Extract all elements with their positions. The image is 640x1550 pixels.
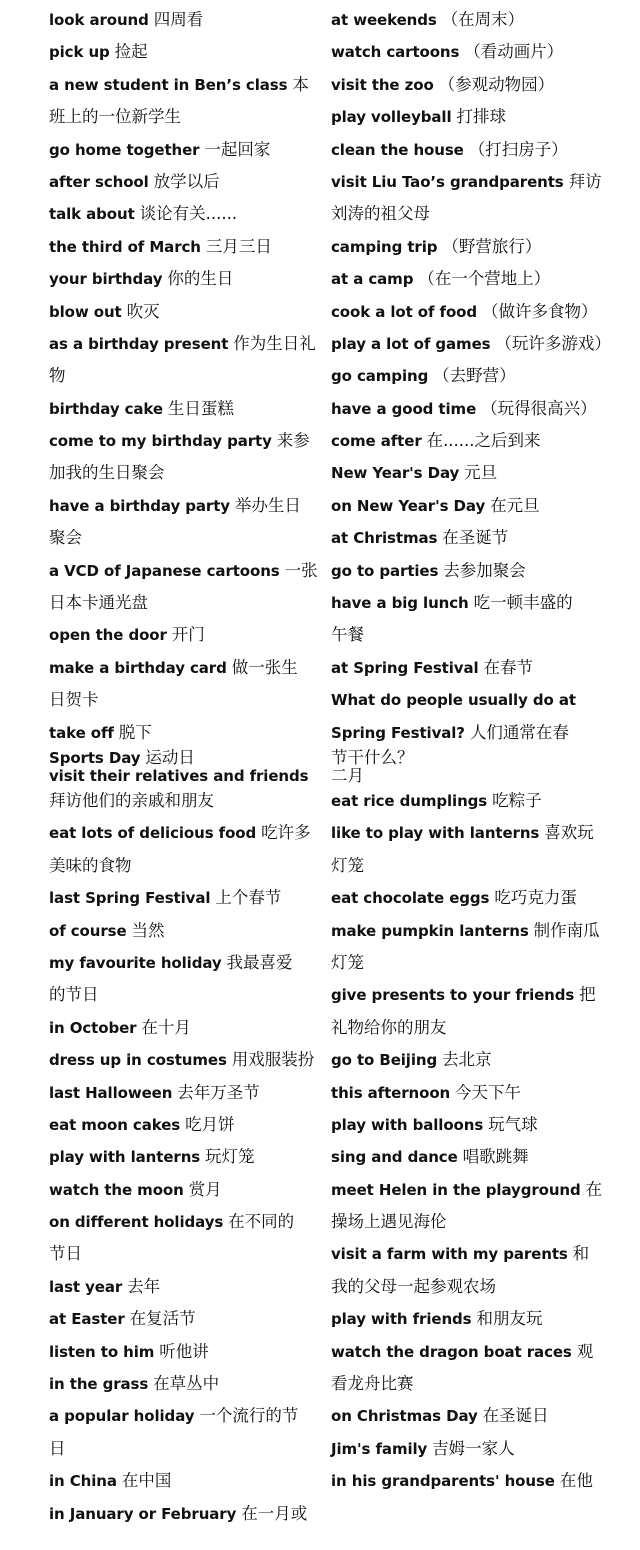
chinese-translation: 物 xyxy=(49,366,66,386)
vocab-line xyxy=(331,749,621,767)
chinese-translation: 在春节 xyxy=(483,657,533,677)
english-phrase: play a lot of games xyxy=(331,334,491,353)
vocab-line xyxy=(331,69,621,101)
vocab-line xyxy=(49,1174,319,1206)
chinese-translation: （去野营） xyxy=(433,366,516,386)
vocab-line xyxy=(49,817,319,849)
chinese-translation: 去年 xyxy=(127,1276,161,1296)
vocab-line xyxy=(49,1109,319,1141)
vocab-line xyxy=(331,1465,621,1497)
vocab-line xyxy=(49,1077,319,1109)
english-phrase: on different holidays xyxy=(49,1213,224,1232)
english-phrase: birthday cake xyxy=(49,399,163,418)
chinese-translation: 在 xyxy=(585,1179,603,1199)
vocab-line xyxy=(331,1303,621,1335)
chinese-translation: 唱歌跳舞 xyxy=(462,1147,529,1167)
vocab-line xyxy=(331,166,621,198)
vocab-line xyxy=(49,915,319,947)
chinese-translation: 三月三日 xyxy=(205,236,272,256)
vocab-line xyxy=(49,1141,319,1173)
chinese-translation: 做一张生 xyxy=(231,657,298,677)
vocab-line xyxy=(331,1336,621,1368)
english-phrase: look around xyxy=(49,11,149,29)
english-phrase: New Year's Day xyxy=(331,464,460,483)
vocab-line xyxy=(49,393,319,425)
english-phrase: on Christmas Day xyxy=(331,1407,478,1426)
vocab-line xyxy=(49,785,319,817)
vocab-line xyxy=(331,36,621,68)
vocab-line xyxy=(331,134,621,166)
chinese-translation: 我最喜爱 xyxy=(226,952,293,972)
vocab-line xyxy=(331,231,621,263)
vocab-line xyxy=(331,1271,621,1303)
chinese-translation: 灯笼 xyxy=(331,855,364,875)
english-phrase: at weekends xyxy=(331,11,437,29)
english-phrase: my favourite holiday xyxy=(49,953,222,972)
vocab-line xyxy=(49,490,319,522)
vocab-line xyxy=(49,1238,319,1270)
chinese-translation: （野营旅行） xyxy=(442,236,542,256)
vocab-line xyxy=(49,1400,319,1432)
chinese-translation: 加我的生日聚会 xyxy=(49,463,165,483)
vocab-line xyxy=(49,425,319,457)
english-phrase: after school xyxy=(49,172,149,191)
chinese-translation: 生日蛋糕 xyxy=(167,398,234,418)
vocab-line xyxy=(49,457,319,489)
chinese-translation: 本 xyxy=(292,74,309,94)
english-phrase: on New Year's Day xyxy=(331,496,486,515)
english-phrase: watch cartoons xyxy=(331,43,460,62)
english-phrase: a new student in Ben’s class xyxy=(49,75,288,94)
chinese-translation: 打排球 xyxy=(456,107,506,127)
chinese-translation: 在圣诞节 xyxy=(442,528,509,548)
vocab-line xyxy=(49,1303,319,1335)
vocab-line xyxy=(49,619,319,651)
english-phrase: last Halloween xyxy=(49,1083,173,1102)
vocab-line xyxy=(331,1109,621,1141)
english-phrase: watch the dragon boat races xyxy=(331,1342,572,1361)
chinese-translation: 和 xyxy=(572,1244,590,1264)
english-phrase: pick up xyxy=(49,43,110,62)
chinese-translation: 的节日 xyxy=(49,985,99,1005)
chinese-translation: 在元旦 xyxy=(490,495,540,515)
vocab-line xyxy=(331,1044,621,1076)
chinese-translation: 吉姆一家人 xyxy=(432,1438,515,1458)
english-phrase: in October xyxy=(49,1018,137,1037)
english-phrase: go to parties xyxy=(331,561,439,580)
chinese-translation: 把 xyxy=(579,985,596,1005)
english-phrase: sing and dance xyxy=(331,1148,458,1167)
english-phrase: play with friends xyxy=(331,1310,472,1329)
english-phrase: go home together xyxy=(49,140,200,159)
vocab-line xyxy=(49,69,319,101)
chinese-translation: 我的父母一起参观农场 xyxy=(331,1276,496,1296)
vocab-line xyxy=(331,1368,621,1400)
vocab-line xyxy=(49,850,319,882)
vocab-line xyxy=(331,1238,621,1270)
chinese-translation: 日贺卡 xyxy=(49,690,99,710)
vocab-line xyxy=(331,4,621,36)
chinese-translation: 一起回家 xyxy=(204,139,271,159)
chinese-translation: 日 xyxy=(49,1438,66,1458)
vocab-line xyxy=(49,1433,319,1465)
chinese-translation: 吃一顿丰盛的 xyxy=(473,593,573,613)
english-phrase: give presents to your friends xyxy=(331,986,575,1005)
vocab-line xyxy=(331,457,621,489)
chinese-translation: （玩得很高兴） xyxy=(481,398,597,418)
chinese-translation: 聚会 xyxy=(49,528,82,548)
chinese-translation: 玩气球 xyxy=(488,1114,538,1134)
chinese-translation: 吹灭 xyxy=(126,301,160,321)
english-phrase: a VCD of Japanese cartoons xyxy=(49,561,280,580)
chinese-translation: 一个流行的节 xyxy=(199,1406,299,1426)
chinese-translation: 你的生日 xyxy=(167,269,234,289)
english-phrase: eat rice dumplings xyxy=(331,791,488,810)
vocab-line xyxy=(331,263,621,295)
english-phrase: have a big lunch xyxy=(331,594,469,613)
chinese-translation: 去年万圣节 xyxy=(177,1082,260,1102)
vocab-line xyxy=(331,393,621,425)
chinese-translation: 今天下午 xyxy=(455,1082,522,1102)
vocab-line xyxy=(49,263,319,295)
chinese-translation: 在中国 xyxy=(121,1471,172,1491)
english-phrase: have a birthday party xyxy=(49,496,230,515)
english-phrase: cook a lot of food xyxy=(331,302,478,321)
chinese-translation: （参观动物园） xyxy=(438,74,555,94)
chinese-translation: （在一个营地上） xyxy=(418,269,551,289)
vocab-line xyxy=(49,231,319,263)
vocab-line xyxy=(49,1465,319,1497)
vocab-line xyxy=(331,684,621,716)
vocab-line xyxy=(49,1498,319,1530)
vocab-line xyxy=(49,1368,319,1400)
chinese-translation: 吃许多 xyxy=(261,823,311,843)
chinese-translation: 拜访 xyxy=(568,171,602,191)
vocab-line xyxy=(49,101,319,133)
chinese-translation: 作为生日礼 xyxy=(233,333,316,353)
english-phrase: make pumpkin lanterns xyxy=(331,921,529,940)
vocab-line xyxy=(49,749,319,767)
english-phrase: a popular holiday xyxy=(49,1407,195,1426)
english-phrase: in January or February xyxy=(49,1504,237,1523)
chinese-translation: 吃月饼 xyxy=(185,1114,235,1134)
chinese-translation: 赏月 xyxy=(188,1179,222,1199)
chinese-translation: 在不同的 xyxy=(228,1212,295,1232)
vocab-line xyxy=(331,717,621,749)
vocab-line xyxy=(331,1012,621,1044)
english-phrase: clean the house xyxy=(331,140,464,159)
vocab-line xyxy=(49,717,319,749)
chinese-translation: 礼物给你的朋友 xyxy=(331,1017,447,1037)
vocab-line xyxy=(331,198,621,230)
english-phrase: play volleyball xyxy=(331,108,452,127)
chinese-translation: 人们通常在春 xyxy=(469,722,569,742)
chinese-translation: 节干什么？ xyxy=(331,747,414,767)
english-phrase: Sports Day xyxy=(49,748,141,767)
chinese-translation: 去参加聚会 xyxy=(443,560,526,580)
vocab-line xyxy=(331,1400,621,1432)
vocab-line xyxy=(49,1336,319,1368)
english-phrase: watch the moon xyxy=(49,1180,184,1199)
english-phrase: of course xyxy=(49,921,127,940)
chinese-translation: 谈论有关...... xyxy=(139,204,238,224)
vocab-line xyxy=(331,979,621,1011)
english-phrase: like to play with lanterns xyxy=(331,824,540,843)
vocab-line xyxy=(49,947,319,979)
vocab-line xyxy=(331,360,621,392)
chinese-translation: 运动日 xyxy=(145,747,195,767)
vocab-line xyxy=(331,652,621,684)
vocab-line xyxy=(331,947,621,979)
vocab-line xyxy=(331,1206,621,1238)
chinese-translation: 元旦 xyxy=(464,463,498,483)
vocab-line xyxy=(331,425,621,457)
vocab-line xyxy=(331,1174,621,1206)
english-phrase: Spring Festival? xyxy=(331,723,465,742)
chinese-translation: （打扫房子） xyxy=(468,139,568,159)
vocab-line xyxy=(331,522,621,554)
vocab-line xyxy=(331,490,621,522)
vocab-line xyxy=(331,101,621,133)
english-phrase: visit a farm with my parents xyxy=(331,1245,568,1264)
english-phrase: in the grass xyxy=(49,1375,149,1394)
vocab-line xyxy=(331,619,621,651)
vocab-line xyxy=(49,555,319,587)
vocab-line xyxy=(331,882,621,914)
english-phrase: at Spring Festival xyxy=(331,658,479,677)
english-phrase: meet Helen in the playground xyxy=(331,1180,581,1199)
chinese-translation: 上个春节 xyxy=(215,888,282,908)
vocab-line xyxy=(49,1271,319,1303)
vocab-line xyxy=(49,979,319,1011)
english-phrase: blow out xyxy=(49,302,122,321)
vocab-line xyxy=(49,1206,319,1238)
vocab-line xyxy=(331,296,621,328)
chinese-translation: 在......之后到来 xyxy=(426,431,541,451)
vocab-line xyxy=(49,166,319,198)
vocab-line xyxy=(331,817,621,849)
chinese-translation: 玩灯笼 xyxy=(205,1147,255,1167)
vocab-line xyxy=(331,587,621,619)
english-phrase: eat lots of delicious food xyxy=(49,824,257,843)
vocab-line xyxy=(49,652,319,684)
chinese-translation: 开门 xyxy=(171,625,205,645)
english-phrase: have a good time xyxy=(331,399,477,418)
english-phrase: at Christmas xyxy=(331,529,438,548)
english-phrase: your birthday xyxy=(49,270,163,289)
english-phrase: in his grandparents' house xyxy=(331,1472,555,1491)
english-phrase: camping trip xyxy=(331,237,438,256)
chinese-translation: （做许多食物） xyxy=(481,301,598,321)
chinese-translation: 喜欢玩 xyxy=(544,823,594,843)
english-phrase: visit the zoo xyxy=(331,75,434,94)
chinese-translation: 和朋友玩 xyxy=(476,1309,543,1329)
vocab-line xyxy=(331,850,621,882)
english-phrase: at Easter xyxy=(49,1310,125,1329)
vocab-line xyxy=(331,328,621,360)
english-phrase: play with balloons xyxy=(331,1115,484,1134)
vocab-line xyxy=(331,785,621,817)
english-phrase: Jim's family xyxy=(331,1439,428,1458)
english-phrase: play with lanterns xyxy=(49,1148,201,1167)
english-phrase: make a birthday card xyxy=(49,658,227,677)
english-phrase: visit Liu Tao’s grandparents xyxy=(331,172,564,191)
chinese-translation: 灯笼 xyxy=(331,952,364,972)
chinese-translation: 刘涛的祖父母 xyxy=(331,204,430,224)
chinese-translation: 在草丛中 xyxy=(153,1374,220,1394)
chinese-translation: 节日 xyxy=(49,1244,82,1264)
chinese-translation: 在他 xyxy=(559,1471,593,1491)
chinese-translation: （在周末） xyxy=(441,10,525,29)
english-phrase: the third of March xyxy=(49,237,201,256)
chinese-translation: 用戏服装扮 xyxy=(231,1050,315,1070)
chinese-translation: 在圣诞日 xyxy=(482,1406,549,1426)
vocab-line xyxy=(331,767,621,785)
vocab-line xyxy=(49,684,319,716)
chinese-translation: 班上的一位新学生 xyxy=(49,107,181,127)
chinese-translation: 看龙舟比赛 xyxy=(331,1374,414,1394)
english-phrase: as a birthday present xyxy=(49,334,229,353)
vocab-line xyxy=(49,1044,319,1076)
vocab-line xyxy=(331,1433,621,1465)
vocab-line xyxy=(49,134,319,166)
english-phrase: dress up in costumes xyxy=(49,1051,227,1070)
right-column xyxy=(331,4,621,1498)
chinese-translation: 制作南瓜 xyxy=(533,920,600,940)
english-phrase: eat chocolate eggs xyxy=(331,889,490,908)
chinese-translation: 吃巧克力蛋 xyxy=(494,888,577,908)
chinese-translation: 举办生日 xyxy=(234,495,301,515)
vocab-line xyxy=(49,296,319,328)
chinese-translation: 当然 xyxy=(131,920,165,940)
english-phrase: last year xyxy=(49,1277,123,1296)
vocab-line xyxy=(49,360,319,392)
chinese-translation: 放学以后 xyxy=(153,171,220,191)
chinese-translation: 吃粽子 xyxy=(492,790,542,810)
english-phrase: in China xyxy=(49,1472,117,1491)
chinese-translation: 听他讲 xyxy=(159,1341,209,1361)
vocab-line xyxy=(331,1141,621,1173)
english-phrase: go camping xyxy=(331,367,429,386)
chinese-translation: 一张 xyxy=(284,560,318,580)
vocab-line xyxy=(49,587,319,619)
vocab-line xyxy=(331,555,621,587)
chinese-translation: 捡起 xyxy=(114,42,148,62)
chinese-translation: 二月 xyxy=(331,765,364,785)
chinese-translation: 美味的食物 xyxy=(49,855,132,875)
english-phrase: talk about xyxy=(49,205,135,224)
english-phrase: this afternoon xyxy=(331,1083,451,1102)
english-phrase: visit their relatives and friends xyxy=(49,766,309,785)
chinese-translation: 观 xyxy=(576,1341,594,1361)
chinese-translation: 午餐 xyxy=(331,625,364,645)
vocab-line xyxy=(49,4,319,36)
chinese-translation: 日本卡通光盘 xyxy=(49,593,148,613)
chinese-translation: 操场上遇见海伦 xyxy=(331,1212,447,1232)
english-phrase: at a camp xyxy=(331,270,414,289)
vocab-line xyxy=(331,1077,621,1109)
english-phrase: What do people usually do at xyxy=(331,691,576,710)
english-phrase: come after xyxy=(331,432,422,451)
vocab-line xyxy=(331,915,621,947)
chinese-translation: 四周看 xyxy=(153,10,204,29)
vocab-line xyxy=(49,328,319,360)
english-phrase: go to Beijing xyxy=(331,1051,438,1070)
chinese-translation: （玩许多游戏） xyxy=(495,333,611,353)
chinese-translation: 来参 xyxy=(276,431,310,451)
chinese-translation: 在一月或 xyxy=(241,1503,308,1523)
vocab-line xyxy=(49,522,319,554)
english-phrase: last Spring Festival xyxy=(49,889,211,908)
chinese-translation: 在十月 xyxy=(141,1017,191,1037)
chinese-translation: 在复活节 xyxy=(129,1309,196,1329)
chinese-translation: 去北京 xyxy=(442,1050,492,1070)
vocab-line xyxy=(49,882,319,914)
english-phrase: come to my birthday party xyxy=(49,432,272,451)
english-phrase: eat moon cakes xyxy=(49,1115,181,1134)
english-phrase: listen to him xyxy=(49,1342,155,1361)
vocab-line xyxy=(49,1012,319,1044)
english-phrase: take off xyxy=(49,723,114,742)
english-phrase: open the door xyxy=(49,626,167,645)
chinese-translation: 拜访他们的亲戚和朋友 xyxy=(49,790,214,810)
vocab-line xyxy=(49,198,319,230)
chinese-translation: （看动画片） xyxy=(464,42,564,62)
left-column xyxy=(49,4,319,1530)
chinese-translation: 脱下 xyxy=(118,722,152,742)
vocab-line xyxy=(49,36,319,68)
vocab-line xyxy=(49,767,319,785)
